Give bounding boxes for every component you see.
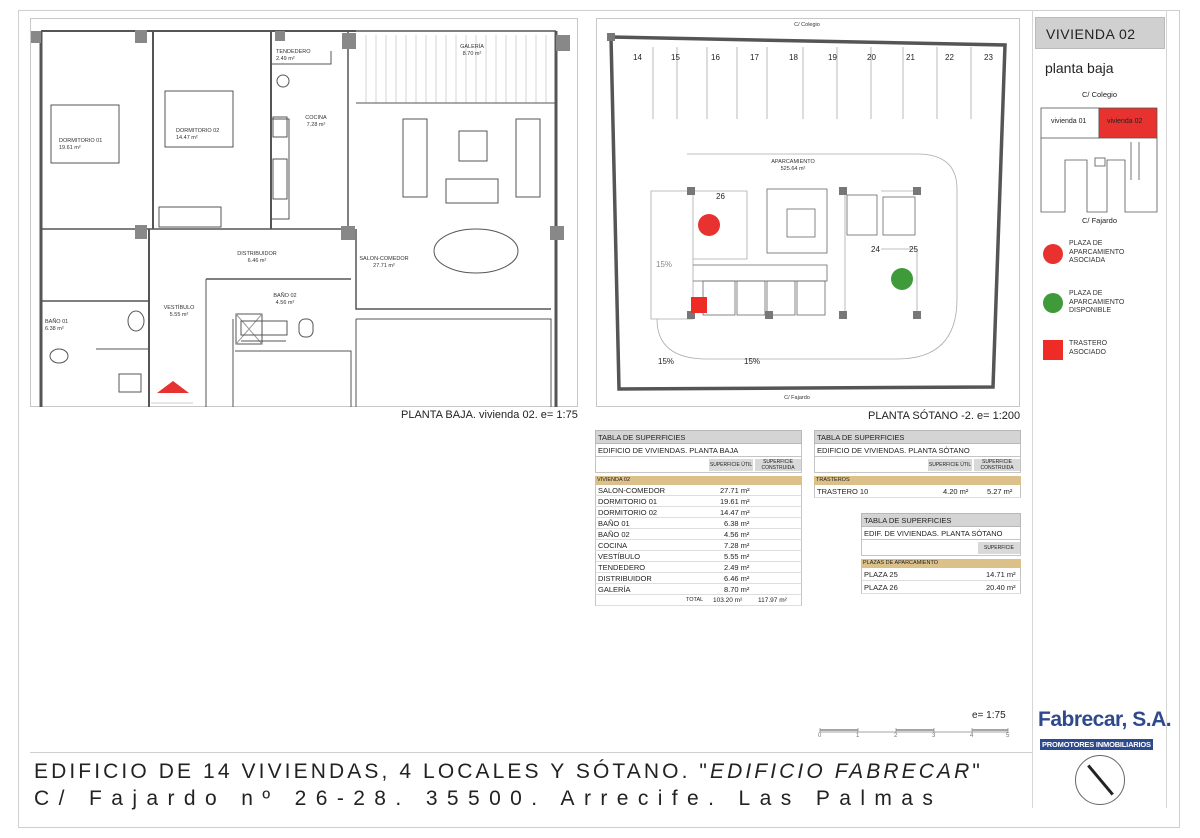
scale-label: e= 1:75	[972, 710, 1006, 721]
parking-number: 19	[828, 53, 837, 62]
parking-available-marker	[891, 268, 913, 290]
column-header: SUPERFICIE	[978, 542, 1020, 554]
area-table-storage	[814, 430, 1021, 498]
table-header: TABLA DE SUPERFICIES	[861, 513, 1021, 527]
table-row: BAÑO 01 6.38 m²	[595, 518, 802, 529]
street-label-top: C/ Colegio	[794, 22, 820, 28]
table-row: BAÑO 02 4.56 m²	[595, 529, 802, 540]
room-label: SALON-COMEDOR 27.71 m²	[359, 256, 409, 269]
north-arrow-icon	[1075, 755, 1125, 805]
parking-area-label: APARCAMIENTO 525.64 m²	[771, 159, 815, 172]
table-group: TRASTEROS	[814, 476, 1021, 485]
legend-associated-storage: TRASTERO ASOCIADO	[1042, 340, 1162, 364]
parking-associated-marker	[698, 214, 720, 236]
table-row: DISTRIBUIDOR 6.46 m²	[595, 573, 802, 584]
table-row: DORMITORIO 01 19.61 m²	[595, 496, 802, 507]
table-subheader: EDIFICIO DE VIVIENDAS. PLANTA BAJA	[595, 444, 802, 457]
legend-available-parking: PLAZA DE APARCAMIENTO DISPONIBLE	[1042, 290, 1162, 324]
legend-associated-parking: PLAZA DE APARCAMIENTO ASOCIADA	[1042, 240, 1162, 274]
table-column-headers	[861, 540, 1021, 556]
footer-divider	[30, 752, 1032, 753]
logo-tagline: PROMOTORES INMOBILIARIOS	[1042, 740, 1151, 749]
parking-number: 17	[750, 53, 759, 62]
room-label: TENDEDERO 2.49 m²	[276, 49, 311, 62]
table-header: TABLA DE SUPERFICIES	[595, 430, 802, 444]
basement-drawing	[597, 19, 1021, 408]
street-label-bottom: C/ Fajardo	[784, 395, 810, 401]
table-row: PLAZA 26 20.40 m²	[861, 581, 1021, 594]
room-label: BAÑO 01 6.38 m²	[45, 319, 69, 332]
table-total-row: TOTAL 103.20 m² 117.97 m²	[595, 595, 802, 606]
basement-caption: PLANTA SÓTANO -2. e= 1:200	[868, 410, 1021, 422]
table-rows	[595, 485, 802, 606]
red-square-icon	[1043, 340, 1063, 360]
table-row: TRASTERO 10 4.20 m² 5.27 m²	[814, 485, 1021, 498]
scale-ticks: 0 1 2 3 4 5	[818, 733, 1010, 739]
table-row: VESTÍBULO 5.55 m²	[595, 551, 802, 562]
parking-number: 15	[671, 53, 680, 62]
storage-associated-marker	[691, 297, 707, 313]
parking-number: 14	[633, 53, 642, 62]
key-street-top: C/ Colegio	[1082, 90, 1118, 99]
parking-number: 18	[789, 53, 798, 62]
parking-number: 23	[984, 53, 993, 62]
room-label: DORMITORIO 01 19.61 m²	[59, 138, 103, 151]
key-unit-left: vivienda 01	[1051, 118, 1087, 125]
parking-number-24: 24	[871, 245, 880, 254]
table-group: VIVIENDA 02	[595, 476, 802, 485]
parking-number-row	[633, 53, 1003, 65]
column-header: SUPERFICIE CONSTRUIDA	[755, 459, 801, 471]
table-row: TENDEDERO 2.49 m²	[595, 562, 802, 573]
table-group: PLAZAS DE APARCAMIENTO	[861, 559, 1021, 568]
basement-plan	[596, 18, 1020, 407]
area-table-ground	[595, 430, 802, 606]
parking-number-25: 25	[909, 245, 918, 254]
table-subheader: EDIF. DE VIVIENDAS. PLANTA SÓTANO	[861, 527, 1021, 540]
green-dot-icon	[1043, 293, 1063, 313]
column-header: SUPERFICIE ÚTIL	[709, 459, 753, 471]
column-header: SUPERFICIE ÚTIL	[928, 459, 972, 471]
room-label: DISTRIBUIDOR 6.46 m²	[237, 251, 277, 264]
ramp-slope: 15%	[658, 357, 675, 366]
ground-floor-drawing	[31, 19, 579, 408]
table-row: SALON-COMEDOR 27.71 m²	[595, 485, 802, 496]
ramp-slope: 15%	[744, 357, 761, 366]
area-table-parking	[861, 513, 1021, 594]
parking-number: 20	[867, 53, 876, 62]
project-address: C/ Fajardo nº 26-28. 35500. Arrecife. Las Palmas	[34, 787, 943, 810]
room-label: DORMITORIO 02 14.47 m²	[176, 128, 220, 141]
table-subheader: EDIFICIO DE VIVIENDAS. PLANTA SÓTANO	[814, 444, 1021, 457]
parking-number: 21	[906, 53, 915, 62]
parking-number: 22	[945, 53, 954, 62]
room-label: VESTÍBULO 5.55 m²	[163, 305, 195, 318]
room-label: COCINA 7.28 m²	[305, 115, 327, 128]
key-street-bottom: C/ Fajardo	[1082, 216, 1118, 225]
table-row: DORMITORIO 02 14.47 m²	[595, 507, 802, 518]
key-unit-right: vivienda 02	[1107, 118, 1143, 125]
table-row: GALERÍA 8.70 m²	[595, 584, 802, 595]
ramp-slope: 15%	[656, 260, 673, 269]
table-column-headers	[595, 457, 802, 473]
table-header: TABLA DE SUPERFICIES	[814, 430, 1021, 444]
room-label: GALERÍA 8.70 m²	[460, 44, 484, 57]
table-row: PLAZA 25 14.71 m²	[861, 568, 1021, 581]
ground-floor-plan	[30, 18, 578, 407]
sidebar-divider	[1032, 10, 1033, 808]
project-title: EDIFICIO DE 14 VIVIENDAS, 4 LOCALES Y SÓTANO. "EDIFICIO FABRECAR"	[34, 760, 983, 783]
parking-number: 16	[711, 53, 720, 62]
ground-floor-caption: PLANTA BAJA. vivienda 02. e= 1:75	[401, 409, 578, 421]
table-column-headers	[814, 457, 1021, 473]
key-plan	[1035, 84, 1165, 234]
sidebar-divider-right	[1166, 10, 1167, 808]
unit-title-box	[1035, 17, 1165, 49]
unit-title: VIVIENDA 02	[1046, 26, 1136, 42]
column-header: SUPERFICIE CONSTRUIDA	[974, 459, 1020, 471]
room-label: BAÑO 02 4.56 m²	[273, 293, 297, 306]
table-row: COCINA 7.28 m²	[595, 540, 802, 551]
logo-name: Fabrecar, S.A.	[1038, 708, 1172, 731]
parking-number-26: 26	[716, 192, 725, 201]
red-dot-icon	[1043, 244, 1063, 264]
floor-subtitle: planta baja	[1045, 60, 1114, 76]
company-logo	[1036, 708, 1172, 752]
